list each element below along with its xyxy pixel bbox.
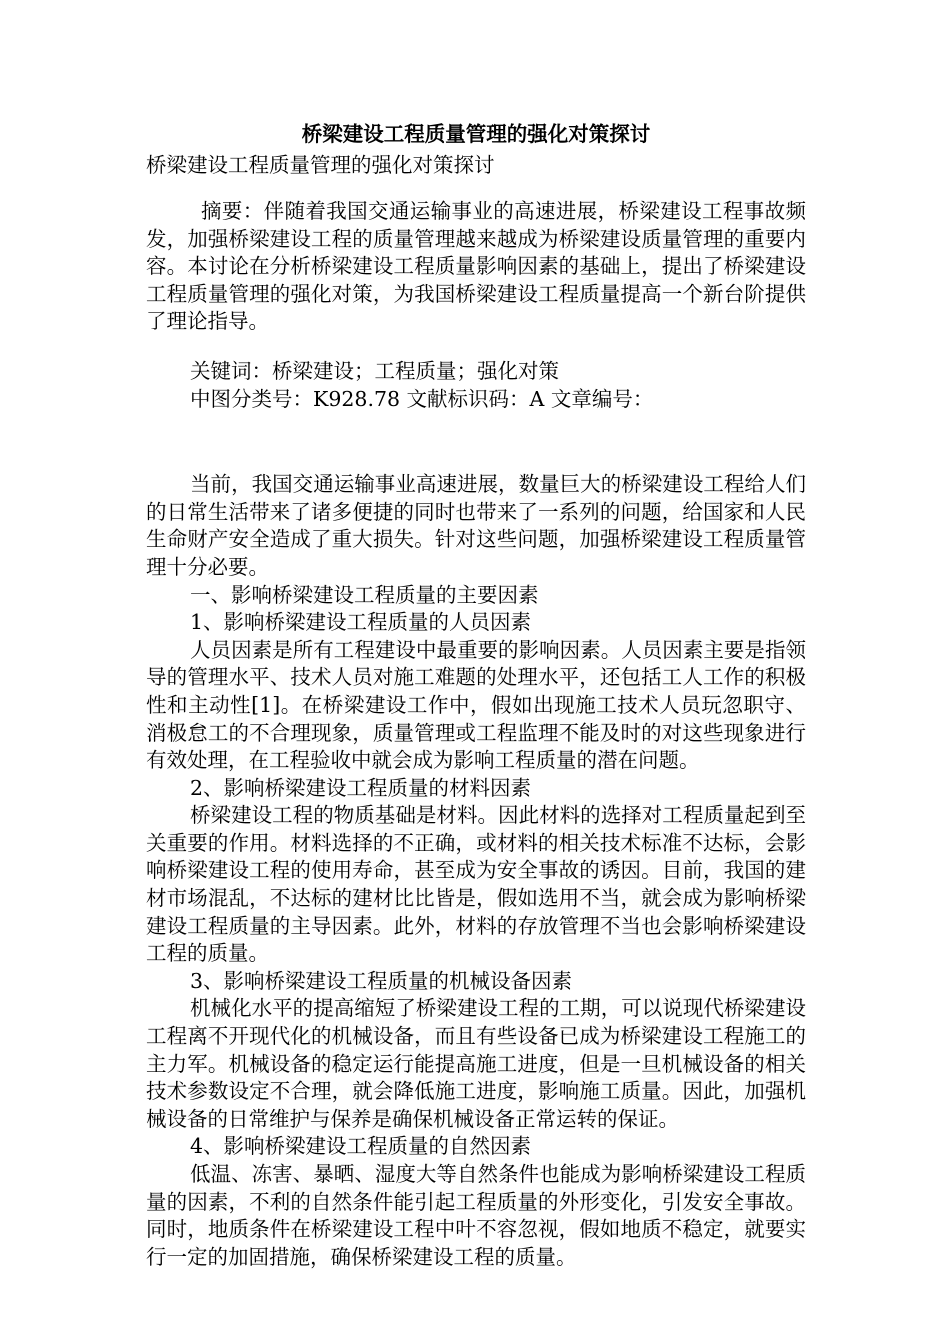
- document-subtitle: 桥梁建设工程质量管理的强化对策探讨: [146, 153, 495, 177]
- document-title: 桥梁建设工程质量管理的强化对策探讨: [301, 122, 651, 146]
- subsection-heading-machinery: 3、影响桥梁建设工程质量的机械设备因素: [190, 968, 573, 993]
- materials-paragraph: 桥梁建设工程的物质基础是材料。因此材料的选择对工程质量起到至关重要的作用。材料选择的不正确，或材料的相关技术标准不达标，会影响桥梁建设工程的使用寿命，甚至成为安全事故的诱因。目前，我国的建材市场混乱，不达标的建材比比皆是，假如选用不当，就会成为影响桥梁建设工程质量的主导因素。此外，材料的存放管理不当也会影响桥梁建设工程的质量。: [146, 803, 806, 966]
- subsection-heading-natural: 4、影响桥梁建设工程质量的自然因素: [190, 1134, 532, 1159]
- abstract-paragraph: 摘要：伴随着我国交通运输事业的高速进展，桥梁建设工程事故频发，加强桥梁建设工程的质量管理越来越成为桥梁建设质量管理的重要内容。本讨论在分析桥梁建设工程质量影响因素的基础上，提出了桥梁建设工程质量管理的强化对策，为我国桥梁建设工程质量提高一个新台阶提供了理论指导。: [146, 199, 806, 334]
- classification-line: 中图分类号：K928.78 文献标识码：A 文章编号：: [190, 386, 654, 411]
- personnel-paragraph: 人员因素是所有工程建设中最重要的影响因素。人员因素主要是指领导的管理水平、技术人员对施工难题的处理水平，还包括工人工作的积极性和主动性[1]。在桥梁建设工作中，假如出现施工技术人员玩忽职守、消极怠工的不合理现象，质量管理或工程监理不能及时的对这些现象进行有效处理，在工程验收中就会成为影响工程质量的潜在问题。: [146, 637, 806, 773]
- subsection-heading-personnel: 1、影响桥梁建设工程质量的人员因素: [190, 610, 532, 635]
- machinery-paragraph: 机械化水平的提高缩短了桥梁建设工程的工期，可以说现代桥梁建设工程离不开现代化的机械设备，而且有些设备已成为桥梁建设工程施工的主力军。机械设备的稳定运行能提高施工进度，但是一旦机械设备的相关技术参数设定不合理，就会降低施工进度，影响施工质量。因此，加强机械设备的日常维护与保养是确保机械设备正常运转的保证。: [146, 996, 806, 1131]
- natural-paragraph: 低温、冻害、暴晒、湿度大等自然条件也能成为影响桥梁建设工程质量的因素，不利的自然条件能引起工程质量的外形变化，引发安全事故。同时，地质条件在桥梁建设工程中叶不容忽视，假如地质不稳定，就要实行一定的加固措施，确保桥梁建设工程的质量。: [146, 1162, 806, 1269]
- subsection-heading-materials: 2、影响桥梁建设工程质量的材料因素: [190, 775, 532, 800]
- section-heading: 一、影响桥梁建设工程质量的主要因素: [190, 582, 539, 607]
- keywords-line: 关键词：桥梁建设；工程质量；强化对策: [190, 358, 559, 383]
- document-body: [146, 118, 806, 1271]
- intro-paragraph: 当前，我国交通运输事业高速进展，数量巨大的桥梁建设工程给人们的日常生活带来了诸多便捷的同时也带来了一系列的问题，给国家和人民生命财产安全造成了重大损失。针对这些问题，加强桥梁建设工程质量管理十分必要。: [146, 472, 806, 579]
